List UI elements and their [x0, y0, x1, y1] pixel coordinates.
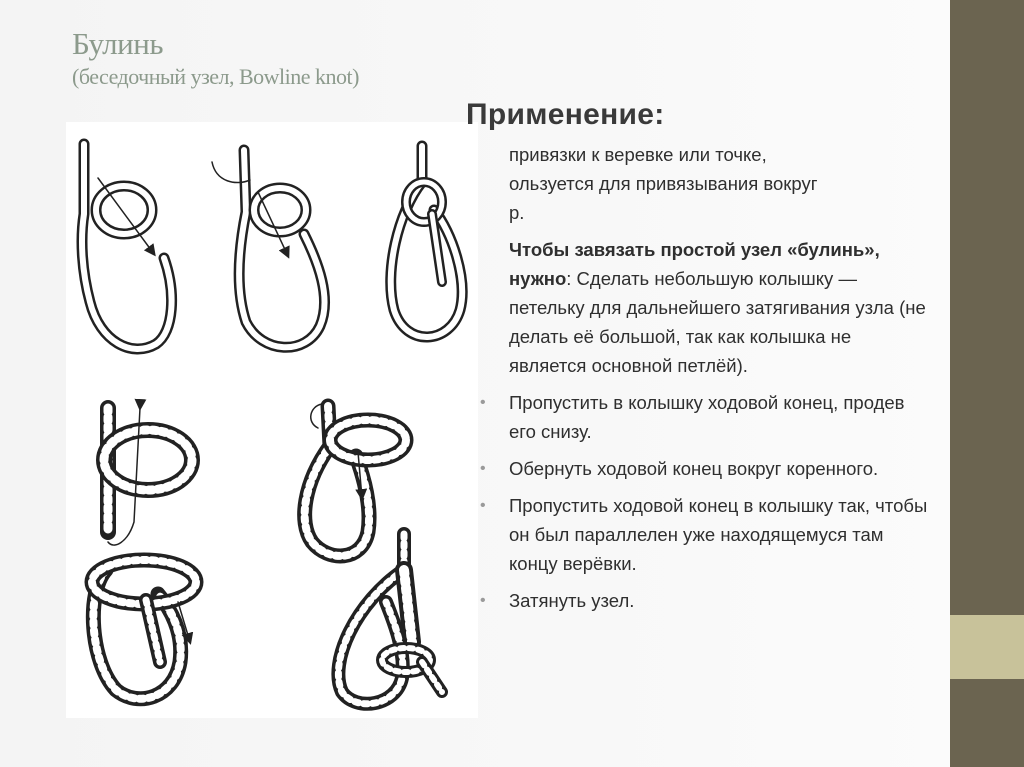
knot-panel-6 [92, 560, 196, 699]
list-item [480, 491, 930, 578]
list-item-text: Пропустить в колышку ходовой конец, продев его снизу. [509, 392, 905, 442]
knot-panel-2 [212, 150, 325, 347]
knot-panel-1 [82, 144, 172, 349]
bullet-icon: • [480, 592, 486, 609]
knot-panel-3 [391, 146, 462, 337]
steps-intro-paragraph [480, 235, 930, 380]
steps-intro-bold: Чтобы завязать простой узел «булинь», нужно [509, 239, 880, 289]
bullet-icon: • [480, 460, 486, 477]
slide-body [480, 140, 930, 623]
bullet-icon: • [480, 497, 486, 514]
intro-line-1: привязки к веревке или точке, [509, 144, 767, 165]
bullet-icon: • [480, 394, 486, 411]
knot-panel-4 [104, 408, 192, 545]
bowline-illustration [66, 122, 478, 718]
steps-intro-rest: : Сделать небольшую колышку — петельку для дальнейшего затягивания узла (не делать её большой, так как колышка не является основной петлёй). [509, 268, 926, 376]
list-item [480, 388, 930, 446]
list-item-text: Обернуть ходовой конец вокруг коренного. [509, 458, 879, 479]
intro-line-2: ользуется для привязывания вокруг [509, 173, 818, 194]
title-main: Булинь [72, 26, 163, 61]
side-decor-accent [950, 615, 1024, 679]
title-subtitle: (беседочный узел, Bowline knot) [72, 64, 359, 89]
steps-list [480, 388, 930, 615]
list-item [480, 586, 930, 615]
knot-drawings [66, 122, 478, 718]
intro-line-3: р. [509, 202, 525, 223]
slide-title [72, 26, 359, 92]
knot-panel-5 [305, 404, 406, 556]
intro-paragraph [480, 140, 930, 227]
list-item-text: Затянуть узел. [509, 590, 635, 611]
section-heading: Применение: [466, 98, 665, 131]
list-item-text: Пропустить ходовой конец в колышку так, чтобы он был параллелен уже находящемуся там концу верёвки. [509, 495, 928, 574]
list-item [480, 454, 930, 483]
